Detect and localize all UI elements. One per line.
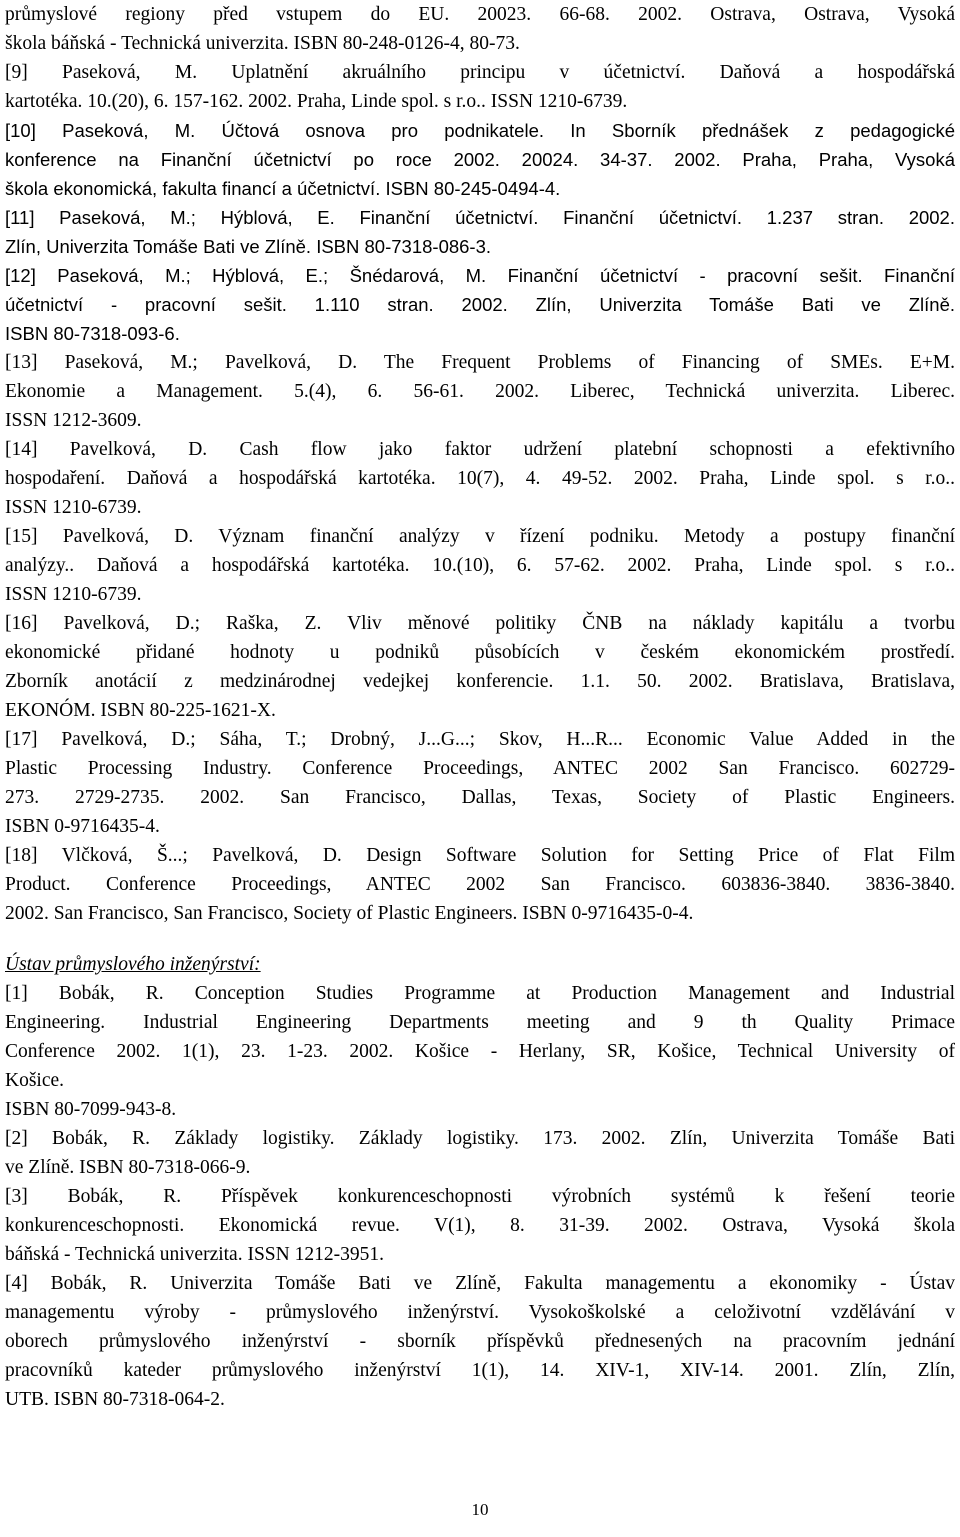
- reference-line: Ekonomie a Management. 5.(4), 6. 56-61. 2002. Liberec, Technická univerzita. Liberec.: [5, 381, 955, 402]
- reference-line: průmyslové regiony před vstupem do EU. 20023. 66-68. 2002. Ostrava, Ostrava, Vysoká: [5, 4, 955, 25]
- page-number: 10: [471, 1500, 489, 1519]
- reference-line: analýzy.. Daňová a hospodářská kartotéka. 10.(10), 6. 57-62. 2002. Praha, Linde spol. s r.o..: [5, 555, 955, 576]
- reference-line: Košice.: [5, 1070, 65, 1091]
- reference-line: Conference 2002. 1(1), 23. 1-23. 2002. Košice - Herlany, SR, Košice, Technical University of: [5, 1041, 955, 1062]
- reference-entry: [5, 1269, 955, 1414]
- reference-list-a: [5, 0, 955, 928]
- reference-list-b: [5, 979, 955, 1414]
- reference-entry: [5, 1124, 955, 1182]
- reference-line: škola ekonomická, fakulta financí a účetnictví. ISBN 80-245-0494-4.: [5, 178, 561, 199]
- reference-entry: [5, 435, 955, 522]
- reference-line: účetnictví - pracovní sešit. 1.110 stran. 2002. Zlín, Univerzita Tomáše Bati ve Zlíně.: [5, 294, 955, 315]
- reference-line: báňská - Technická univerzita. ISSN 1212-3951.: [5, 1244, 384, 1265]
- reference-line: [4] Bobák, R. Univerzita Tomáše Bati ve Zlíně, Fakulta managementu a ekonomiky - Ústav: [5, 1273, 955, 1294]
- reference-line: [10] Paseková, M. Účtová osnova pro podnikatele. In Sborník přednášek z pedagogické: [5, 120, 955, 141]
- reference-entry: [5, 725, 955, 841]
- reference-line: [11] Paseková, M.; Hýblová, E. Finanční účetnictví. Finanční účetnictví. 1.237 stran. 2002.: [5, 207, 955, 228]
- reference-entry: [5, 116, 955, 203]
- reference-entry: [5, 0, 955, 58]
- reference-line: ISSN 1210-6739.: [5, 497, 142, 518]
- page-content: [5, 0, 955, 1414]
- reference-line: [1] Bobák, R. Conception Studies Programme at Production Management and Industrial: [5, 983, 955, 1004]
- reference-entry: [5, 348, 955, 435]
- reference-line: [2] Bobák, R. Základy logistiky. Základy logistiky. 173. 2002. Zlín, Univerzita Tomáše Bati: [5, 1128, 955, 1149]
- reference-line: ISSN 1210-6739.: [5, 584, 142, 605]
- reference-line: 273. 2729-2735. 2002. San Francisco, Dallas, Texas, Society of Plastic Engineers.: [5, 787, 955, 808]
- reference-line: ve Zlíně. ISBN 80-7318-066-9.: [5, 1157, 251, 1178]
- reference-entry: [5, 203, 955, 261]
- reference-line: ISBN 80-7099-943-8.: [5, 1099, 177, 1120]
- reference-line: [15] Pavelková, D. Význam finanční analýzy v řízení podniku. Metody a postupy finanční: [5, 526, 955, 547]
- reference-line: [16] Pavelková, D.; Raška, Z. Vliv měnové politiky ČNB na náklady kapitálu a tvorbu: [5, 613, 955, 634]
- reference-entry: [5, 58, 955, 116]
- reference-line: konference na Finanční účetnictví po roce 2002. 20024. 34-37. 2002. Praha, Praha, Vysoká: [5, 149, 955, 170]
- reference-line: [12] Paseková, M.; Hýblová, E.; Šnédarová, M. Finanční účetnictví - pracovní sešit. Finanční: [5, 265, 955, 286]
- reference-line: ISBN 80-7318-093-6.: [5, 323, 180, 344]
- reference-entry: [5, 979, 955, 1124]
- reference-line: 2002. San Francisco, San Francisco, Society of Plastic Engineers. ISBN 0-9716435-0-4.: [5, 903, 694, 924]
- reference-line: kartotéka. 10.(20), 6. 157-162. 2002. Praha, Linde spol. s r.o.. ISSN 1210-6739.: [5, 91, 628, 112]
- reference-line: pracovníků kateder průmyslového inženýrství 1(1), 14. XIV-1, XIV-14. 2001. Zlín, Zlín,: [5, 1360, 955, 1381]
- reference-line: Product. Conference Proceedings, ANTEC 2002 San Francisco. 603836-3840. 3836-3840.: [5, 874, 955, 895]
- reference-line: Zborník anotácií z medzinárodnej vedejkej konferencie. 1.1. 50. 2002. Bratislava, Bratislava,: [5, 671, 955, 692]
- reference-line: hospodaření. Daňová a hospodářská kartotéka. 10(7), 4. 49-52. 2002. Praha, Linde spol. s r.o..: [5, 468, 955, 489]
- reference-entry: [5, 522, 955, 609]
- reference-line: [18] Vlčková, Š...; Pavelková, D. Design Software Solution for Setting Price of Flat Film: [5, 845, 955, 866]
- reference-line: [13] Paseková, M.; Pavelková, D. The Frequent Problems of Financing of SMEs. E+M.: [5, 352, 955, 373]
- reference-line: managementu výroby - průmyslového inženýrství. Vysokoškolské a celoživotní vzdělávání v: [5, 1302, 955, 1323]
- reference-line: [3] Bobák, R. Příspěvek konkurenceschopnosti výrobních systémů k řešení teorie: [5, 1186, 955, 1207]
- reference-line: konkurenceschopnosti. Ekonomická revue. V(1), 8. 31-39. 2002. Ostrava, Vysoká škola: [5, 1215, 955, 1236]
- reference-line: [14] Pavelková, D. Cash flow jako faktor udržení platební schopnosti a efektivního: [5, 439, 955, 460]
- reference-line: škola báňská - Technická univerzita. ISBN 80-248-0126-4, 80-73.: [5, 33, 520, 54]
- reference-line: Zlín, Univerzita Tomáše Bati ve Zlíně. ISBN 80-7318-086-3.: [5, 236, 492, 257]
- reference-line: ekonomické přidané hodnoty u podniků působících v českém ekonomickém prostředí.: [5, 642, 955, 663]
- reference-line: [9] Paseková, M. Uplatnění akruálního principu v účetnictví. Daňová a hospodářská: [5, 62, 955, 83]
- reference-line: EKONÓM. ISBN 80-225-1621-X.: [5, 700, 276, 721]
- reference-entry: [5, 841, 955, 928]
- reference-entry: [5, 1182, 955, 1269]
- reference-line: Plastic Processing Industry. Conference Proceedings, ANTEC 2002 San Francisco. 602729-: [5, 758, 955, 779]
- reference-line: ISSN 1212-3609.: [5, 410, 142, 431]
- reference-line: [17] Pavelková, D.; Sáha, T.; Drobný, J...G...; Skov, H...R... Economic Value Added in the: [5, 729, 955, 750]
- reference-line: UTB. ISBN 80-7318-064-2.: [5, 1389, 225, 1410]
- reference-line: oborech průmyslového inženýrství - sborník příspěvků přednesených na pracovním jednání: [5, 1331, 955, 1352]
- reference-line: Engineering. Industrial Engineering Departments meeting and 9 th Quality Primace: [5, 1012, 955, 1033]
- reference-entry: [5, 609, 955, 725]
- reference-entry: [5, 261, 955, 348]
- reference-line: ISBN 0-9716435-4.: [5, 816, 160, 837]
- section-heading: Ústav průmyslového inženýrství:: [5, 954, 261, 975]
